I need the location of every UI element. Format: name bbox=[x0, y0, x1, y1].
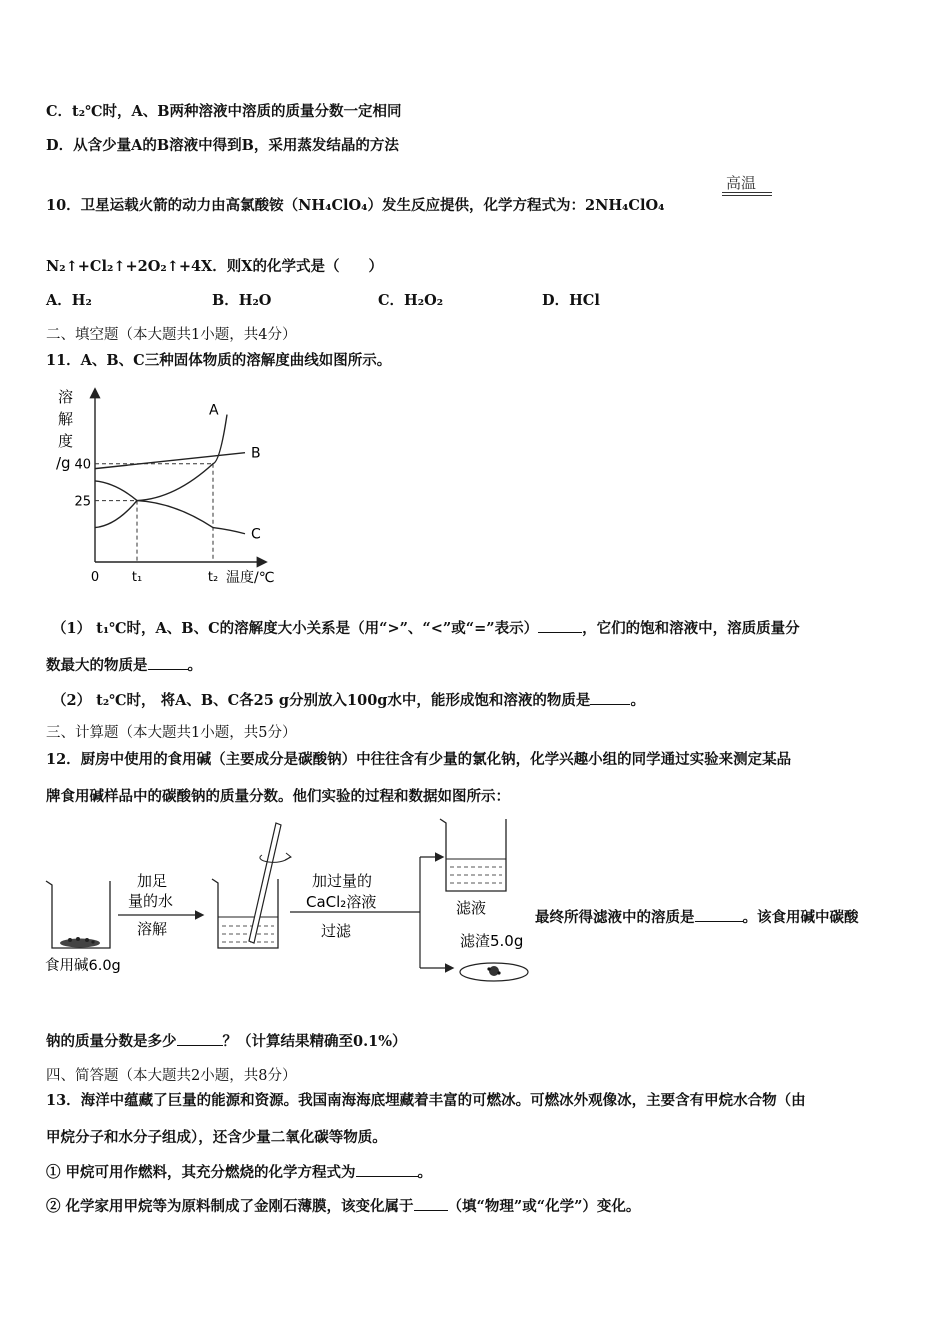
origin-label: 0 bbox=[90, 570, 100, 585]
beaker-sample-icon bbox=[46, 881, 110, 948]
q10-stem: 10．卫星运载火箭的动力由高氯酸铵（NH₄ClO₄）发生反应提供，化学方程式为：2NH₄ClO₄ bbox=[46, 197, 665, 214]
solubility-chart bbox=[40, 380, 290, 592]
x-tick-label: t₁ bbox=[131, 570, 143, 585]
period: 。 bbox=[417, 1164, 433, 1181]
residue-label: 滤渣5.0g bbox=[460, 932, 524, 950]
q11-part1-cont bbox=[46, 655, 202, 676]
q13-line1: 13．海洋中蕴藏了巨量的能源和资源。我国南海海底埋藏着丰富的可燃冰。可燃冰外观像冰，主要含有甲烷水合物（由 bbox=[46, 1092, 806, 1109]
equation-bar-top bbox=[722, 192, 772, 193]
residue-dish-icon bbox=[460, 963, 528, 981]
step1-top1: 加足 bbox=[137, 872, 168, 890]
step1-top2: 量的水 bbox=[128, 892, 174, 910]
q11-part2-text: （2） t₂℃时， 将A、B、C各25 g分别放入100g水中，能形成饱和溶液的物质是 bbox=[52, 692, 591, 709]
q11-part1-text-c: 数最大的物质是 bbox=[46, 657, 148, 674]
q11-stem: 11．A、B、C三种固体物质的溶解度曲线如图所示。 bbox=[46, 352, 392, 369]
q10-products: N₂↑+Cl₂↑+2O₂↑+4X．则X的化学式是（ ） bbox=[46, 258, 384, 275]
y-tick-label: 25 bbox=[74, 494, 91, 510]
answer-blank[interactable] bbox=[148, 655, 188, 670]
answer-blank[interactable] bbox=[414, 1196, 448, 1211]
step2-bottom: 过滤 bbox=[321, 922, 352, 940]
q12-line3-text-b: ？（计算结果精确至0.1%） bbox=[222, 1033, 407, 1050]
answer-blank[interactable] bbox=[356, 1162, 418, 1177]
equation-bar-bottom bbox=[722, 195, 772, 196]
curve-label-C: C bbox=[251, 526, 261, 543]
answer-blank[interactable] bbox=[177, 1031, 223, 1046]
q11-part2 bbox=[52, 690, 645, 711]
q11-part1 bbox=[52, 618, 800, 639]
q11-part1-text: （1） t₁℃时，A、B、C的溶解度大小关系是（用“>”、“<”或“=”表示） bbox=[52, 620, 539, 637]
beaker-filtrate-icon bbox=[440, 819, 506, 891]
q12-filtrate-question bbox=[535, 907, 859, 928]
q10-option-d: D．HCl bbox=[542, 292, 600, 309]
y-axis-label-char: 溶 bbox=[58, 388, 74, 406]
y-tick-label: 40 bbox=[74, 457, 91, 473]
section-heading-short-answer: 四、简答题（本大题共2小题，共8分） bbox=[46, 1068, 297, 1084]
q10-option-a: A．H₂ bbox=[46, 292, 92, 309]
y-axis-label-char: 解 bbox=[58, 410, 74, 428]
q12-after-text: 最终所得滤液中的溶质是 bbox=[535, 909, 695, 926]
period: 。 bbox=[630, 692, 645, 709]
q9-option-d: D．从含少量A的B溶液中得到B，采用蒸发结晶的方法 bbox=[46, 137, 399, 154]
answer-blank[interactable] bbox=[538, 618, 582, 633]
q10-options bbox=[46, 291, 600, 311]
x-tick-label: t₂ bbox=[207, 570, 219, 585]
y-axis-label-char: /g bbox=[56, 454, 71, 472]
q12-line1: 12．厨房中使用的食用碱（主要成分是碳酸钠）中往往含有少量的氯化钠，化学兴趣小组的同学通过实验来测定某品 bbox=[46, 751, 792, 768]
y-axis-label-char: 度 bbox=[58, 432, 74, 450]
filtrate-label: 滤液 bbox=[456, 899, 487, 917]
q12-line3-text: 钠的质量分数是多少 bbox=[46, 1033, 177, 1050]
step2-top1: 加过量的 bbox=[312, 872, 373, 890]
q13-item1-text: ① 甲烷可用作燃料，其充分燃烧的化学方程式为 bbox=[46, 1164, 356, 1181]
q12-line3 bbox=[46, 1031, 407, 1052]
curve-B bbox=[95, 453, 245, 469]
experiment-diagram bbox=[40, 815, 535, 990]
answer-blank[interactable] bbox=[590, 690, 630, 705]
curve-C bbox=[95, 481, 245, 534]
q10-option-c: C．H₂O₂ bbox=[378, 292, 444, 309]
answer-blank[interactable] bbox=[695, 907, 743, 922]
x-axis-label: 温度/℃ bbox=[226, 570, 275, 586]
q12-after-text-b: 。该食用碱中碳酸 bbox=[742, 909, 859, 926]
reaction-condition: 高温 bbox=[726, 174, 757, 192]
q9-option-c: C．t₂℃时，A、B两种溶液中溶质的质量分数一定相同 bbox=[46, 103, 402, 120]
sample-label: 食用碱6.0g bbox=[45, 958, 121, 974]
q11-part1-text-b: ，它们的饱和溶液中，溶质质量分 bbox=[582, 620, 800, 637]
curve-label-B: B bbox=[251, 445, 261, 462]
period: 。 bbox=[187, 657, 202, 674]
q12-line2: 牌食用碱样品中的碳酸钠的质量分数。他们实验的过程和数据如图所示： bbox=[46, 788, 510, 805]
q10-option-b: B．H₂O bbox=[212, 292, 272, 309]
q13-item2-text: ② 化学家用甲烷等为原料制成了金刚石薄膜，该变化属于 bbox=[46, 1198, 414, 1215]
curve-A bbox=[95, 415, 227, 528]
q13-line2: 甲烷分子和水分子组成），还含少量二氧化碳等物质。 bbox=[46, 1129, 387, 1146]
step2-top2: CaCl₂溶液 bbox=[306, 893, 377, 911]
section-heading-fill-in: 二、填空题（本大题共1小题，共4分） bbox=[46, 327, 297, 343]
q13-item1 bbox=[46, 1162, 432, 1183]
curve-label-A: A bbox=[209, 402, 219, 419]
section-heading-calculation: 三、计算题（本大题共1小题，共5分） bbox=[46, 725, 297, 741]
q13-item2-text-b: （填“物理”或“化学”）变化。 bbox=[447, 1198, 641, 1215]
q13-item2 bbox=[46, 1196, 640, 1217]
step1-bottom: 溶解 bbox=[137, 920, 168, 938]
beaker-stirring-icon bbox=[212, 823, 291, 948]
